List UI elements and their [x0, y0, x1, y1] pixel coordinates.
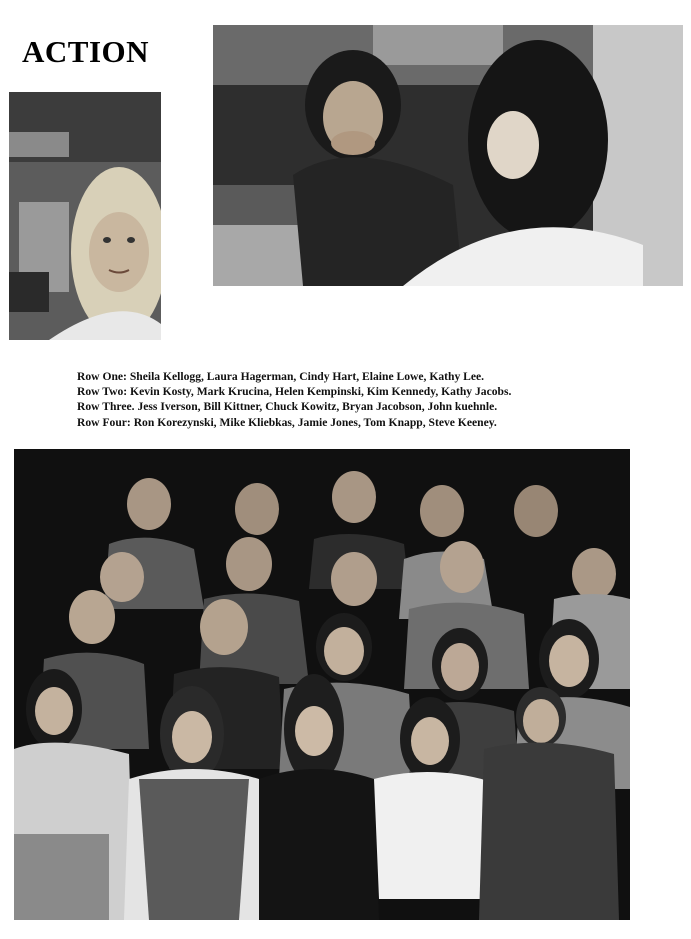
- caption-row-names: Sheila Kellogg, Laura Hagerman, Cindy Hart, Elaine Lowe, Kathy Lee.: [129, 370, 485, 383]
- caption-row-three: [77, 399, 637, 414]
- caption-row-label: Row One:: [77, 370, 127, 383]
- caption-row-label: Row Two:: [77, 385, 128, 399]
- caption-row-four: [77, 415, 637, 430]
- photo-blonde-girl: [9, 92, 161, 340]
- caption-row-names: Kevin Kosty, Mark Krucina, Helen Kempinski, Kim Kennedy, Kathy Jacobs.: [130, 385, 512, 399]
- caption-row-names: Ron Korezynski, Mike Kliebkas, Jamie Jones, Tom Knapp, Steve Keeney.: [133, 415, 497, 429]
- caption-row-one: [77, 369, 637, 384]
- caption-row-label: Row Three.: [77, 400, 135, 414]
- caption-row-label: Row Four:: [77, 415, 131, 429]
- photo-two-girls: [213, 25, 683, 286]
- photo-group-portrait: [14, 449, 630, 920]
- caption-row-names: Jess Iverson, Bill Kittner, Chuck Kowitz, Bryan Jacobson, John kuehnle.: [137, 400, 498, 414]
- photo-caption: [77, 369, 637, 430]
- caption-row-two: [77, 384, 637, 399]
- page-title: ACTION: [22, 34, 150, 69]
